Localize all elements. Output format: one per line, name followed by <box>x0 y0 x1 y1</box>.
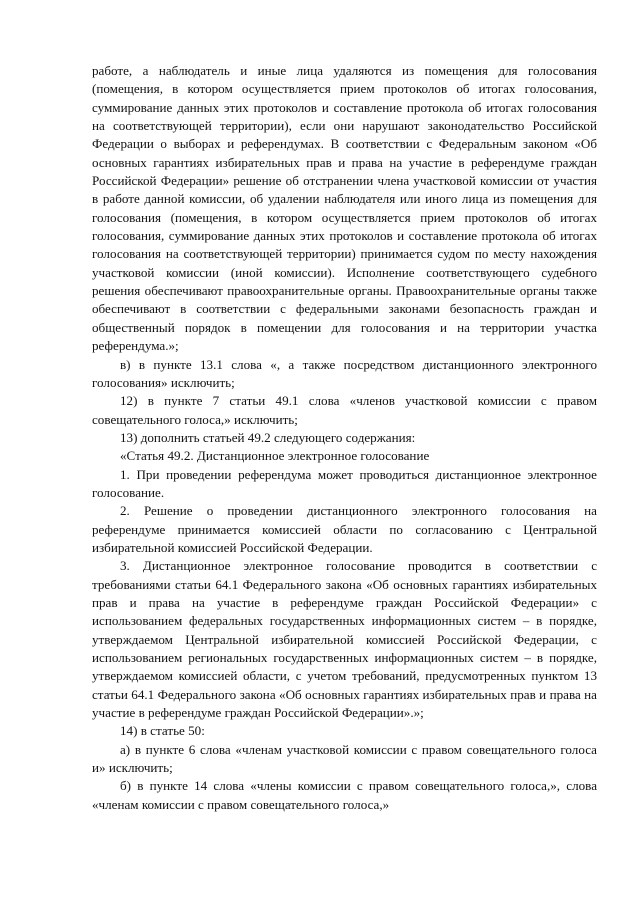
paragraph-point-3: 3. Дистанционное электронное голосование проводится в соответствии с требованиями статьи 64.1 Федерального закона «Об основных гарантиях избирательных прав и права на участие в референдуме граждан Российской Федерации» с использованием федеральных государственных информационных систем – в порядке, утверждаемом Центральной избирательной комиссией Российской Федерации, с использованием региональных государственных информационных систем – в порядке, утверждаемом комиссией области, с учетом требований, предусмотренных пунктом 13 статьи 64.1 Федерального закона «Об основных гарантиях избирательных прав и права на участие в референдуме граждан Российской Федерации».»; <box>92 558 597 721</box>
article-heading-49-2: «Статья 49.2. Дистанционное электронное голосование <box>120 448 430 464</box>
paragraph-item-12: 12) в пункте 7 статьи 49.1 слова «членов участковой комиссии с правом совещательного голоса,» исключить; <box>92 393 597 427</box>
paragraph-subitem-b: б) в пункте 14 слова «члены комиссии с правом совещательного голоса,», слова «членам комиссии с правом совещательного голоса,» <box>92 778 597 812</box>
paragraph-continuation: работе, а наблюдатель и иные лица удаляются из помещения для голосования (помещения, в котором осуществляется прием протоколов об итогах голосования, суммирование данных этих протоколов и составление протокола об итогах голосования на соответствующей территории), если они нарушают законодательство Российской Федерации о выборах и референдумах. В соответствии с Федеральным законом «Об основных гарантиях избирательных прав и права на участие в референдуме граждан Российской Федерации» решение об отстранении члена участковой комиссии от участия в работе данной комиссии, об удалении наблюдателя или иного лица из помещения для голосования (помещения, в котором осуществляется прием протоколов об итогах голосования, суммирование данных этих протоколов и составление протокола об итогах голосования на соответствующей территории) принимается судом по месту нахождения участковой комиссии (иной комиссии). Исполнение соответствующего судебного решения обеспечивают правоохранительные органы. Правоохранительные органы также обеспечивают в соответствии с федеральными законами безопасность граждан и общественный порядок в помещении для голосования и на территории участка референдума.»; <box>92 63 597 354</box>
paragraph-item-v: в) в пункте 13.1 слова «, а также посредством дистанционного электронного голосования» исключить; <box>92 356 597 390</box>
paragraph-item-13: 13) дополнить статьей 49.2 следующего содержания: <box>120 429 416 445</box>
document-page <box>92 62 597 814</box>
paragraph-point-1: 1. При проведении референдума может проводиться дистанционное электронное голосование. <box>92 466 597 500</box>
paragraph-item-14: 14) в статье 50: <box>120 723 205 739</box>
paragraph-subitem-a: а) в пункте 6 слова «членам участковой комиссии с правом совещательного голоса и» исключить; <box>92 741 597 776</box>
paragraph-point-2: 2. Решение о проведении дистанционного электронного голосования на референдуме принимается комиссией области по согласованию с Центральной избирательной комиссией Российской Федерации. <box>92 503 597 555</box>
